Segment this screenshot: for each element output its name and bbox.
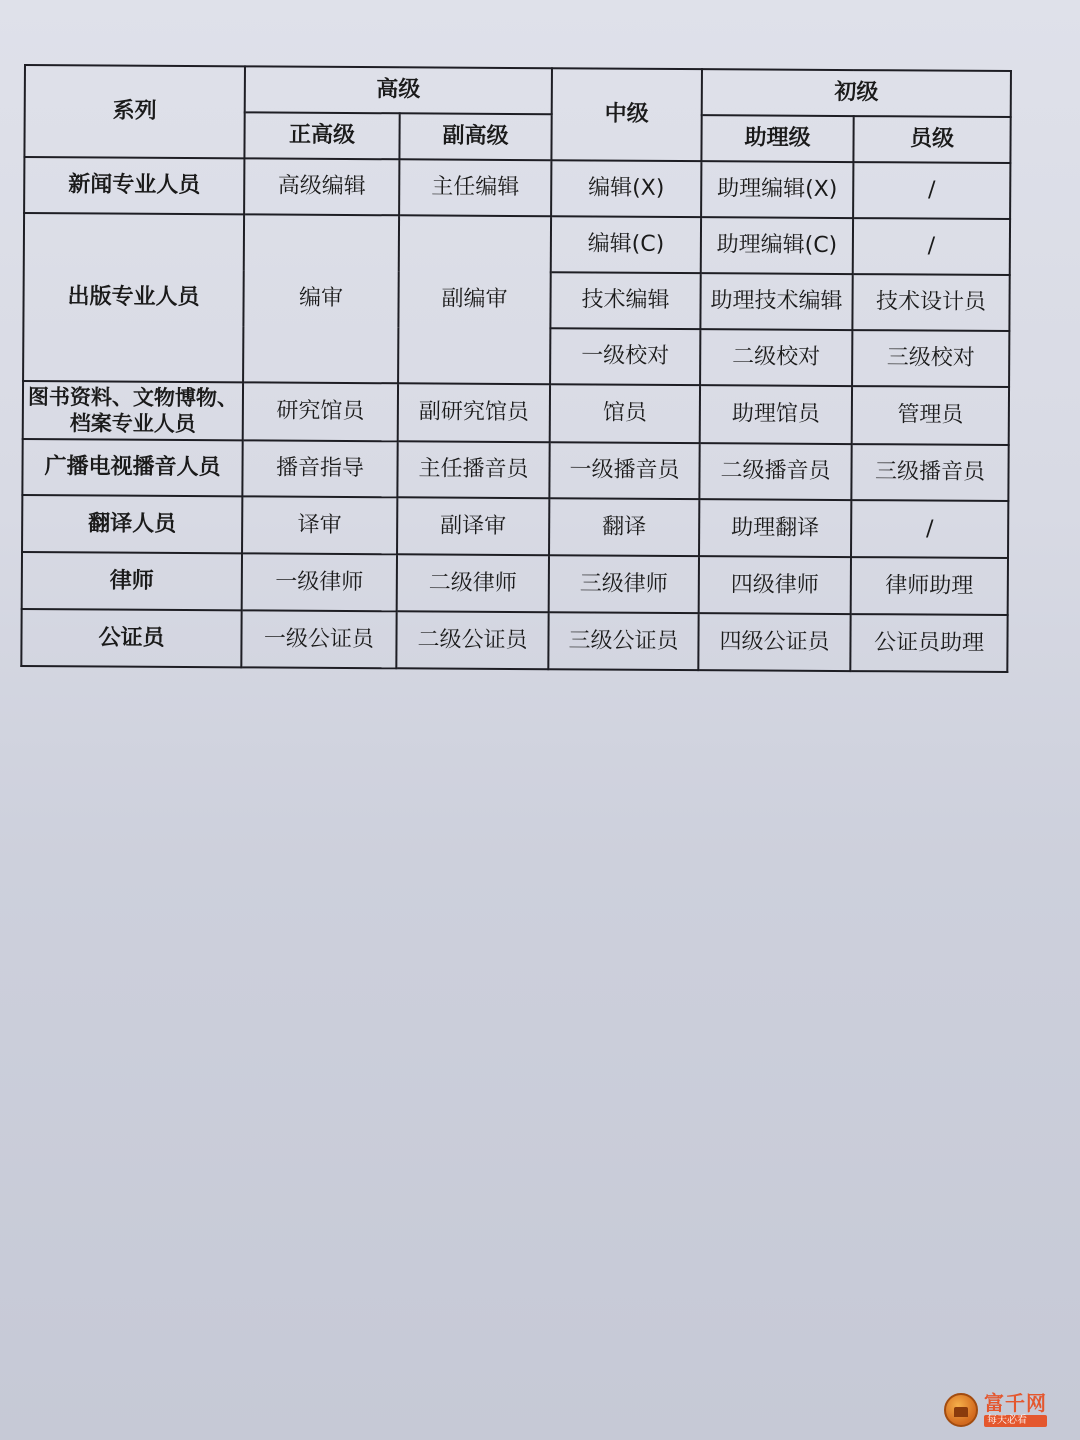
series-broadcast: 广播电视播音人员 (22, 439, 242, 496)
cell-senior-full: 编审 (243, 214, 399, 383)
cell-assistant: 助理翻译 (699, 499, 851, 557)
cell-staff: / (853, 218, 1010, 275)
header-senior: 高级 (245, 66, 552, 114)
cell-intermediate: 编辑(X) (551, 160, 701, 217)
series-library: 图书资料、文物博物、档案专业人员 (23, 381, 243, 440)
cell-staff: 三级播音员 (851, 444, 1008, 501)
cell-senior-deputy: 副译审 (397, 497, 549, 555)
cell-senior-full: 一级律师 (242, 553, 397, 611)
cell-assistant: 四级公证员 (698, 613, 850, 671)
header-series: 系列 (24, 65, 245, 158)
header-intermediate: 中级 (551, 68, 702, 161)
header-junior-staff: 员级 (853, 116, 1010, 163)
table-row (23, 381, 1009, 445)
cell-assistant: 助理馆员 (700, 385, 852, 444)
table-row (21, 609, 1007, 672)
cell-assistant: 二级播音员 (699, 443, 851, 500)
cell-assistant: 助理技术编辑 (700, 273, 852, 330)
cell-assistant: 二级校对 (700, 329, 852, 386)
header-senior-deputy: 副高级 (399, 113, 551, 160)
table-row (24, 157, 1010, 219)
header-junior-assistant: 助理级 (701, 115, 853, 162)
table-row (22, 495, 1008, 558)
cell-intermediate: 三级律师 (549, 555, 699, 613)
cell-senior-full: 高级编辑 (244, 158, 399, 215)
cell-senior-full: 播音指导 (242, 440, 397, 497)
cell-staff: 律师助理 (851, 557, 1008, 615)
cell-staff: / (851, 500, 1008, 558)
cell-senior-full: 一级公证员 (241, 610, 396, 668)
cell-intermediate: 技术编辑 (550, 272, 700, 329)
cell-staff: 技术设计员 (852, 274, 1009, 331)
cell-senior-deputy: 二级律师 (397, 554, 549, 612)
cell-senior-deputy: 副研究馆员 (398, 383, 550, 442)
cell-senior-deputy: 二级公证员 (396, 611, 548, 669)
site-watermark-logo (944, 1390, 1056, 1430)
cell-senior-full: 研究馆员 (243, 382, 398, 441)
cell-intermediate: 一级校对 (550, 328, 700, 385)
cell-assistant: 四级律师 (699, 556, 851, 614)
cell-intermediate: 三级公证员 (548, 612, 698, 670)
pagoda-icon (944, 1393, 978, 1427)
cell-assistant: 助理编辑(X) (701, 161, 853, 218)
table-row (22, 552, 1008, 615)
cell-assistant: 助理编辑(C) (701, 217, 853, 274)
professional-title-table (20, 64, 1012, 673)
header-senior-full: 正高级 (244, 112, 399, 159)
watermark-text (984, 1393, 1047, 1427)
series-lawyer: 律师 (22, 552, 242, 610)
table-row (22, 439, 1008, 501)
cell-senior-deputy: 主任播音员 (397, 441, 549, 498)
series-news: 新闻专业人员 (24, 157, 244, 214)
cell-senior-full: 译审 (242, 496, 397, 554)
header-junior: 初级 (702, 69, 1011, 117)
series-notary: 公证员 (21, 609, 241, 667)
watermark-name: 富千网 (984, 1391, 1047, 1415)
cell-intermediate: 翻译 (549, 498, 699, 556)
cell-staff: 公证员助理 (850, 614, 1007, 672)
cell-intermediate: 一级播音员 (549, 442, 699, 499)
cell-staff: / (853, 162, 1010, 219)
cell-staff: 三级校对 (852, 330, 1009, 387)
cell-intermediate: 编辑(C) (551, 216, 701, 273)
cell-intermediate: 馆员 (550, 384, 700, 443)
table-row (24, 213, 1010, 275)
cell-senior-deputy: 主任编辑 (399, 159, 551, 216)
cell-senior-deputy: 副编审 (398, 215, 551, 384)
watermark-sub: 每天必看 (984, 1415, 1047, 1427)
series-publishing: 出版专业人员 (23, 213, 244, 382)
cell-staff: 管理员 (852, 386, 1009, 445)
series-translation: 翻译人员 (22, 495, 242, 553)
